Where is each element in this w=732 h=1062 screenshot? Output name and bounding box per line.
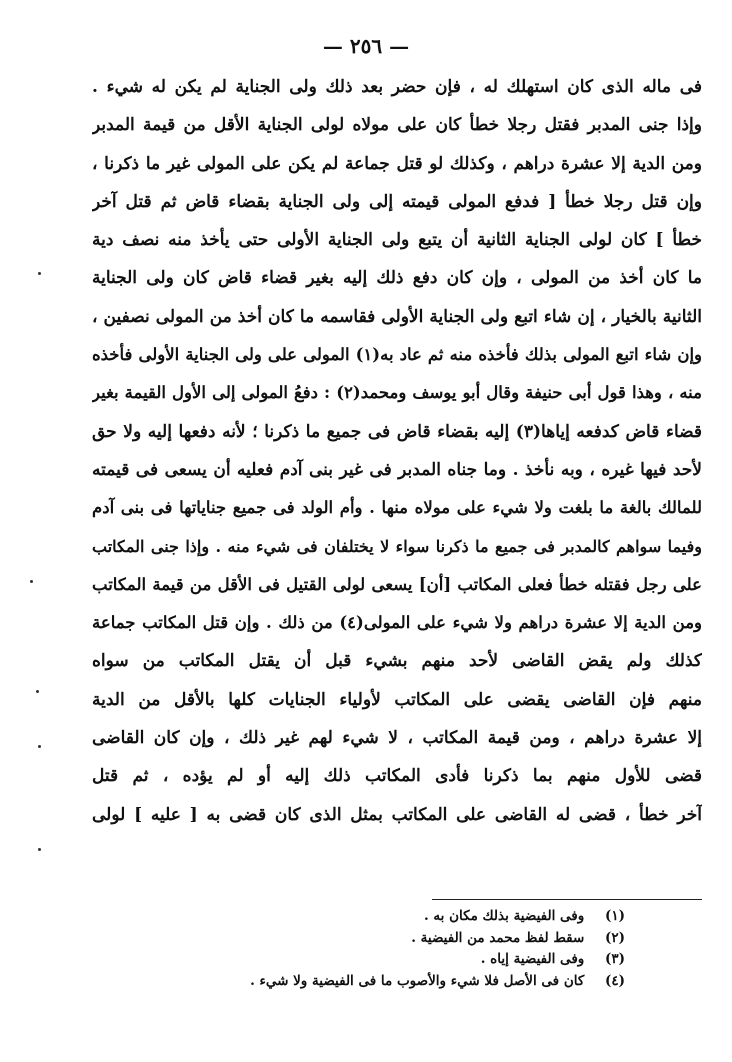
- text-line: ما كان أخذ من المولى ، وإن كان دفع ذلك إليه بغير قضاء قاض كان ولى الجناية: [92, 268, 702, 289]
- text-line: كذلك ولم يقض القاضى لأحد منهم بشيء قبل أن يقتل المكاتب من سواه: [92, 651, 702, 672]
- text-line: فى ماله الذى كان استهلك له ، فإن حضر بعد ذلك ولى الجناية لم يكن له شيء .: [92, 77, 702, 97]
- text-line: ومن الدية إلا عشرة دراهم ، وكذلك لو قتل جماعة لم يكن على المولى غير ما ذكرنا ،: [92, 153, 702, 174]
- text-line: إلا عشرة دراهم ، ومن قيمة المكاتب ، لا شيء لهم غير ذلك ، وإن كان القاضى: [92, 728, 702, 749]
- text-line: وإن قتل رجلا خطأ [ فدفع المولى قيمته إلى ولى الجناية بقضاء قاض ثم قتل آخر: [92, 191, 702, 212]
- footnote-text: كان فى الأصل فلا شيء والأصوب ما فى الفيضية ولا شيء .: [250, 972, 585, 989]
- text-line: آخر خطأ ، قضى له القاضى على المكاتب بمثل الذى كان قضى به [ عليه ] لولى: [92, 804, 702, 825]
- text-line: وإن شاء اتبع المولى بذلك فأخذه منه ثم عاد به(١) المولى على ولى الجناية الأولى فأخذه: [92, 345, 702, 365]
- text-line: للمالك بالغة ما بلغت ولا شيء على مولاه منها . وأم الولد فى جميع جناياتها فى بنى آدم: [92, 498, 702, 518]
- footnote-number: (٣): [604, 951, 625, 967]
- footnote: [200, 949, 625, 971]
- scan-speck: [38, 272, 41, 275]
- text-line: ومن الدية إلا عشرة دراهم ولا شيء على المولى(٤) من ذلك . وإن قتل المكاتب جماعة: [92, 613, 702, 633]
- text-line: منه ، وهذا قول أبى حنيفة وقال أبو يوسف ومحمد(٢) : دفعُ المولى إلى الأول القيمة بغير: [92, 383, 702, 403]
- text-line: الثانية بالخيار ، إن شاء اتبع ولى الجناية الأولى فقاسمه ما كان أخذ من المولى نصفين ،: [92, 306, 702, 327]
- footnote-number: (٤): [604, 972, 625, 989]
- footnote: [200, 928, 625, 950]
- footnote-text: وفى الفيضية إياه .: [480, 951, 585, 967]
- text-line: لأحد فيها غيره ، وبه نأخذ . وما جناه المدبر فى غير بنى آدم فعليه أن يسعى فى قيمته: [92, 459, 702, 480]
- text-line: منهم فإن القاضى يقضى على المكاتب لأولياء الجنايات كلها بالأقل من الدية: [92, 689, 702, 710]
- footnote-text: وفى الفيضية بذلك مكان به .: [424, 908, 585, 924]
- footnote-separator: [432, 899, 702, 900]
- text-line: قضى للأول منهم بما ذكرنا فأدى المكاتب ذلك إليه أو لم يؤده ، ثم قتل: [92, 766, 702, 787]
- footnote-number: (٢): [604, 929, 625, 946]
- text-line: قضاء قاض كدفعه إياها(٣) إليه بقضاء قاض فى جميع ما ذكرنا ؛ لأنه دفعها إليه ولا حق: [92, 421, 702, 442]
- scan-speck: [36, 690, 39, 693]
- page-number: — ٢٥٦ —: [322, 34, 410, 58]
- footnote-number: (١): [604, 908, 625, 924]
- text-line: على رجل فقتله خطأ فعلى المكاتب [أن] يسعى لولى القتيل فى الأقل من قيمة المكاتب: [92, 574, 702, 594]
- footnote-text: سقط لفظ محمد من الفيضية .: [411, 929, 585, 946]
- footnotes: [200, 906, 625, 992]
- scan-speck: [38, 848, 41, 851]
- text-line: وفيما سواهم كالمدبر فى جميع ما ذكرنا سواء لا يختلفان فى شيء منه . وإذا جنى المكاتب: [92, 536, 702, 556]
- text-line: وإذا جنى المدبر فقتل رجلا خطأ كان على مولاه لولى الجناية الأقل من قيمة المدبر: [92, 115, 702, 136]
- scan-speck: [30, 580, 33, 583]
- footnote: [200, 971, 625, 993]
- text-line: خطأ ] كان لولى الجناية الثانية أن يتبع ولى الجناية الأولى حتى يأخذ منه نصف دية: [92, 230, 702, 251]
- scan-speck: [38, 745, 41, 748]
- main-text: [92, 68, 702, 834]
- footnote: [200, 906, 625, 928]
